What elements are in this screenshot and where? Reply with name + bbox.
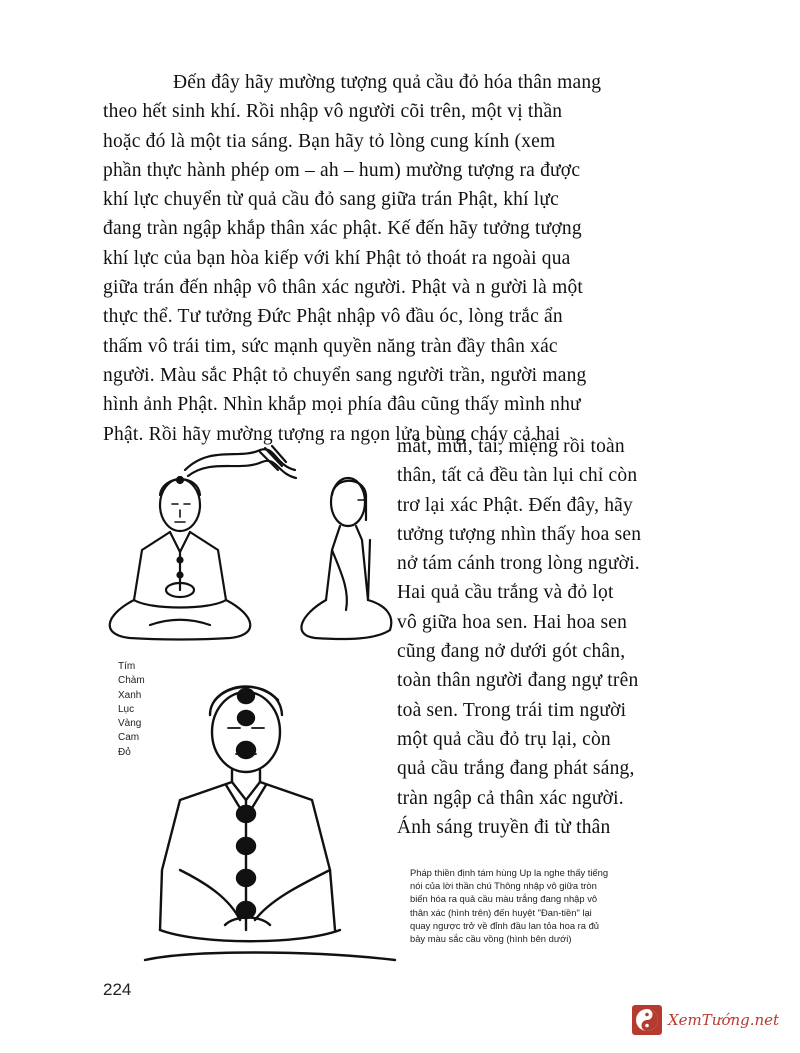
page-number: 224 [103,980,132,999]
text-line: mắt, mũi, tai, miệng rồi toàn [397,436,625,457]
site-watermark [632,1002,792,1038]
watermark-text: XemTướng.net [668,1011,780,1029]
text-line: trơ lại xác Phật. Đến đây, hãy [397,494,633,516]
text-line: toàn thân người đang ngự trên [397,670,639,692]
caption-line: Pháp thiền định tám hùng Up la nghe thấy tiếng [410,867,609,878]
text-line: toà sen. Trong trái tim người [397,699,627,721]
text-line: thực thể. Tư tưởng Đức Phật nhập vô đầu óc, lòng trắc ẩn [103,306,563,328]
text-line: nở tám cánh trong lòng người. [397,553,640,575]
legend-item: Chàm [118,675,145,687]
text-line: khí lực của bạn hòa kiếp với khí Phật tỏ thoát ra ngoài qua [103,247,571,269]
caption-line: thân xác (hình trên) đến huyệt "Đan-tiền" lại [410,906,592,918]
caption-line: biến hóa ra quả cầu màu trắng đang nhập vô [410,893,598,905]
text-line: Ánh sáng truyền đi từ thân [397,816,611,838]
text-line: người. Màu sắc Phật tỏ chuyển sang người trần, người mang [103,364,587,386]
text-line: tưởng tượng nhìn thấy hoa sen [397,523,642,545]
figure-caption [410,866,672,945]
text-line: cũng đang nở dưới gót chân, [397,641,626,663]
text-line: vô giữa hoa sen. Hai hoa sen [397,611,628,633]
text-line: phần thực hành phép om – ah – hum) mường tượng ra được [103,159,581,181]
legend-item: Vàng [118,718,142,730]
legend-item: Xanh [118,689,142,701]
legend-item: Đỏ [118,746,131,758]
column-paragraph [397,432,687,842]
caption-line: nói của lời thần chú Thông nhập vô giữa tròn [410,880,597,892]
text-line: tràn ngập cả thân xác người. [397,787,624,809]
yin-yang-icon [632,1005,662,1035]
meditation-illustration-top [100,440,400,650]
text-line: hình ảnh Phật. Nhìn khắp mọi phía đâu cũng thấy mình như [103,394,581,416]
legend-item: Cam [118,732,140,744]
full-width-paragraph [103,68,681,449]
caption-line: quay ngược trở về đỉnh đầu lan tỏa hoa ra đủ [410,919,600,931]
text-line: khí lực chuyển từ quả cầu đỏ sang giữa trán Phật, khí lực [103,189,560,211]
text-line: hoặc đó là một tia sáng. Bạn hãy tỏ lòng cung kính (xem [103,130,556,152]
meditation-illustration-bottom [140,670,400,965]
legend-item: Lục [118,703,135,715]
text-line: quả cầu trắng đang phát sáng, [397,758,635,780]
text-line: Đến đây hãy mường tượng quả cầu đỏ hóa thân mang [173,72,602,93]
text-line: một quả cầu đỏ trụ lại, còn [397,728,611,750]
caption-line: bảy màu sắc cầu vồng (hình bên dưới) [410,933,572,945]
text-line: Phật. Rồi hãy mường tượng ra ngọn lửa bùng cháy cả hai [103,423,561,445]
text-line: giữa trán đến nhập vô thân xác người. Phật và n gười là một [103,277,584,299]
text-line: thấm vô trái tim, sức mạnh quyền năng tràn đầy thân xác [103,335,558,357]
legend-item: Tím [118,661,136,672]
text-line: thân, tất cả đều tàn lụi chỉ còn [397,465,638,487]
text-line: đang tràn ngập khắp thân xác phật. Kế đến hãy tưởng tượng [103,218,582,240]
text-line: theo hết sinh khí. Rồi nhập vô người cõi trên, một vị thần [103,101,563,123]
text-line: Hai quả cầu trắng và đỏ lọt [397,582,614,604]
